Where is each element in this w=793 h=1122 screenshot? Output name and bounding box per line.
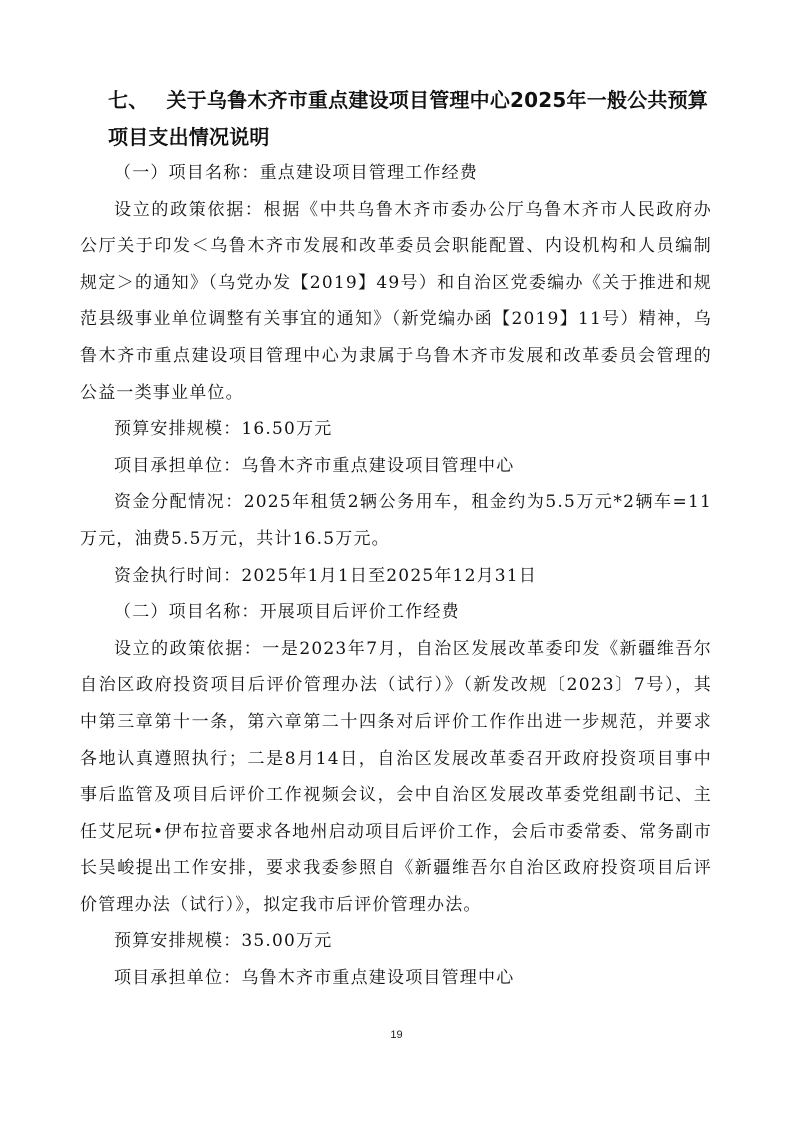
- project-one-execution-time: 资金执行时间：2025年1月1日至2025年12月31日: [114, 565, 538, 586]
- project-one-name: （一）项目名称：重点建设项目管理工作经费: [114, 163, 478, 183]
- project-one-fund-allocation: 资金分配情况：2025年租赁2辆公务用车，租金约为5.5万元*2辆车=11万元，油费5.5万元，共计16.5万元。: [80, 492, 712, 549]
- project-one-budget-scale: 预算安排规模：16.50万元: [114, 419, 333, 440]
- document-body: [80, 155, 712, 997]
- section-title: 关于乌鲁木齐市重点建设项目管理中心2025年一般公共预算项目支出情况说明: [108, 88, 709, 149]
- section-heading: [108, 82, 708, 156]
- project-two-undertaking-unit: 项目承担单位：乌鲁木齐市重点建设项目管理中心: [114, 968, 515, 989]
- project-two-budget-scale: 预算安排规模：35.00万元: [114, 931, 333, 952]
- project-one-policy-basis: 设立的政策依据：根据《中共乌鲁木齐市委办公厅乌鲁木齐市人民政府办公厅关于印发＜乌鲁木齐市发展和改革委员会职能配置、内设机构和人员编制规定＞的通知》（乌党办发【2019】49号）和自治区党委编办《关于推进和规范县级事业单位调整有关事宜的通知》（新党编办函【2019】11号）精神，乌鲁木齐市重点建设项目管理中心为隶属于乌鲁木齐市发展和改革委员会管理的公益一类事业单位。: [80, 199, 712, 403]
- section-number: 七、: [108, 88, 149, 112]
- project-two-policy-basis: 设立的政策依据：一是2023年7月，自治区发展改革委印发《新疆维吾尔自治区政府投资项目后评价管理办法（试行）》（新发改规〔2023〕7号），其中第三章第十一条，第六章第二十四条对后评价工作作出进一步规范，并要求各地认真遵照执行；二是8月14日，自治区发展改革委召开政府投资项目事中事后监管及项目后评价工作视频会议，会中自治区发展改革委党组副书记、主任艾尼玩•伊布拉音要求各地州启动项目后评价工作，会后市委常委、常务副市长吴峻提出工作安排，要求我委参照自《新疆维吾尔自治区政府投资项目后评价管理办法（试行）》，拟定我市后评价管理办法。: [80, 638, 712, 915]
- page-number: 19: [390, 1029, 403, 1041]
- project-two-name: （二）项目名称：开展项目后评价工作经费: [114, 602, 460, 623]
- project-one-undertaking-unit: 项目承担单位：乌鲁木齐市重点建设项目管理中心: [114, 455, 515, 476]
